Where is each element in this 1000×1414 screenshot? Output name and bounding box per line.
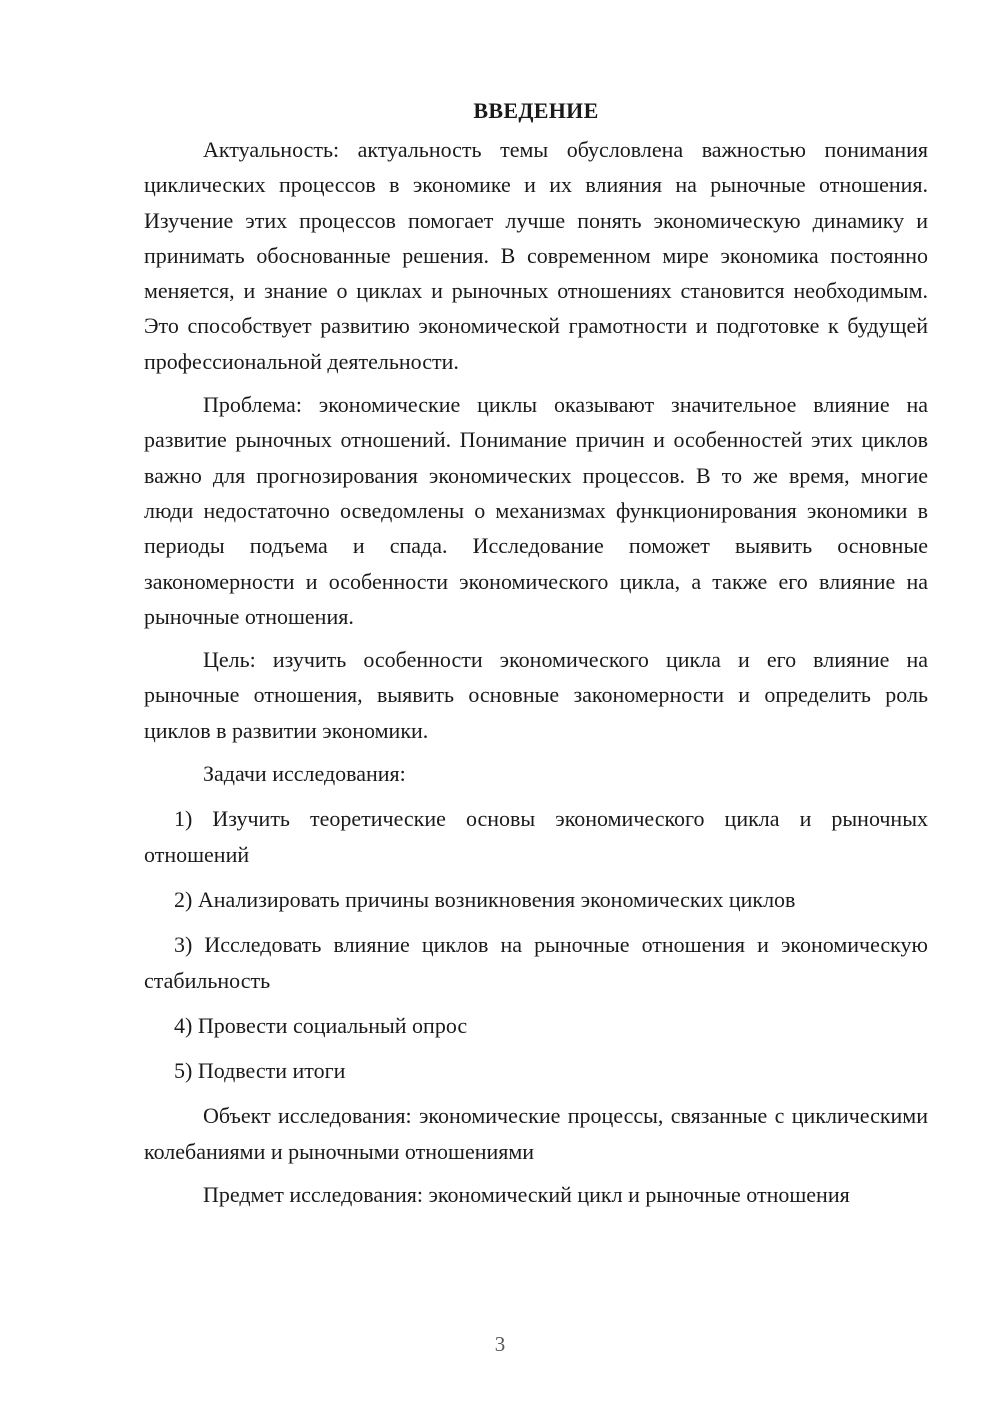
- task-item-2: 2) Анализировать причины возникновения экономических циклов: [174, 886, 796, 912]
- tasks-heading: Задачи исследования:: [203, 761, 406, 787]
- task-item-4: 4) Провести социальный опрос: [174, 1012, 468, 1038]
- page-title: ВВЕДЕНИЕ: [473, 98, 599, 123]
- task-item-3: 3) Исследовать влияние циклов на рыночные отношения и экономическую стабильность: [144, 932, 928, 993]
- document-page: [144, 92, 928, 1220]
- goal-paragraph: Цель: изучить особенности экономического цикла и его влияние на рыночные отношения, выявить основные закономерности и определить роль циклов в развитии экономики.: [144, 647, 928, 743]
- relevance-paragraph: Актуальность: актуальность темы обусловлена важностью понимания циклических процессов в экономике и их влияния на рыночные отношения. Изучение этих процессов помогает лучше понять экономическую динамику и принимать обоснованные решения. В современном мире экономика постоянно меняется, и знание о циклах и рыночных отношениях становится необходимым. Это способствует развитию экономической грамотности и подготовке к будущей профессиональной деятельности.: [144, 137, 928, 374]
- problem-paragraph: Проблема: экономические циклы оказывают значительное влияние на развитие рыночных отношений. Понимание причин и особенностей этих циклов важно для прогнозирования экономических процессов. В то же время, многие люди недостаточно осведомлены о механизмах функционирования экономики в периоды подъема и спада. Исследование поможет выявить основные закономерности и особенности экономического цикла, а также его влияние на рыночные отношения.: [144, 392, 928, 629]
- page-number: 3: [494, 1332, 506, 1356]
- task-item-1: 1) Изучить теоретические основы экономического цикла и рыночных отношений: [144, 806, 928, 867]
- subject-paragraph: Предмет исследования: экономический цикл и рыночные отношения: [203, 1182, 850, 1208]
- task-item-5: 5) Подвести итоги: [174, 1058, 346, 1084]
- object-paragraph: Объект исследования: экономические процессы, связанные с циклическими колебаниями и рыночными отношениями: [144, 1103, 928, 1164]
